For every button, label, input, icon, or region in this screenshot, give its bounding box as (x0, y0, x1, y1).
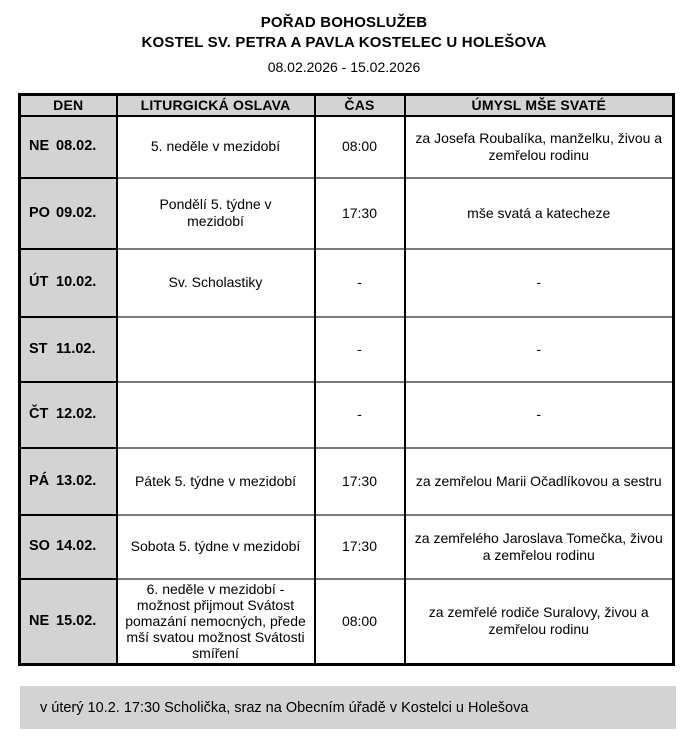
table-row (20, 317, 674, 382)
time-cell: - (315, 249, 405, 317)
footer-note: v úterý 10.2. 17:30 Scholička, sraz na Obecním úřadě v Kostelci u Holešova (40, 699, 529, 716)
intention-cell: - (405, 249, 674, 317)
intention-cell: za Josefa Roubalíka, manželku, živou a zemřelou rodinu (405, 116, 674, 178)
day-date: 13.02. (56, 472, 97, 489)
table-row (20, 515, 674, 579)
schedule-table (18, 93, 675, 666)
day-cell (20, 382, 117, 448)
day-cell (20, 249, 117, 317)
day-abbr: NE (29, 612, 50, 629)
church-title: KOSTEL SV. PETRA A PAVLA KOSTELEC U HOLEŠOVA (141, 34, 547, 51)
day-date: 11.02. (56, 340, 96, 357)
col-header-den: DEN (20, 95, 117, 116)
day-date: 08.02. (56, 138, 97, 154)
day-cell (20, 178, 117, 249)
date-range: 08.02.2026 - 15.02.2026 (267, 59, 421, 75)
day-abbr: ST (29, 340, 48, 357)
col-header-umysl: ÚMYSL MŠE SVATÉ (405, 95, 674, 116)
day-date: 14.02. (56, 538, 97, 554)
intention-cell: mše svatá a katecheze (405, 178, 674, 249)
intention-cell: za zemřelou Marii Očadlíkovou a sestru (405, 448, 674, 515)
day-abbr: PO (29, 204, 50, 221)
day-date: 10.02. (56, 274, 97, 290)
table-row (20, 382, 674, 448)
day-abbr: PÁ (29, 472, 50, 489)
celebration-cell: Sv. Scholastiky (117, 249, 315, 317)
day-cell (20, 515, 117, 579)
table-row (20, 249, 674, 317)
col-header-cas: ČAS (315, 95, 405, 116)
day-cell (20, 317, 117, 382)
day-cell (20, 579, 117, 665)
time-cell: 17:30 (315, 178, 405, 249)
day-date: 12.02. (56, 406, 97, 422)
celebration-cell: 5. neděle v mezidobí (117, 116, 315, 178)
day-abbr: ÚT (29, 274, 49, 290)
table-header-row (20, 95, 674, 116)
time-cell: - (315, 382, 405, 448)
celebration-cell: Pátek 5. týdne v mezidobí (117, 448, 315, 515)
page-title: POŘAD BOHOSLUŽEB (260, 14, 428, 31)
celebration-cell (117, 382, 315, 448)
day-abbr: ČT (29, 406, 49, 422)
intention-cell: - (405, 382, 674, 448)
time-cell: 17:30 (315, 448, 405, 515)
day-abbr: SO (29, 538, 50, 554)
time-cell: 08:00 (315, 579, 405, 665)
day-cell (20, 448, 117, 515)
intention-cell: za zemřelé rodiče Suralovy, živou a zemřelou rodinu (405, 579, 674, 665)
footer-note-bar (20, 686, 676, 729)
col-header-liturgicka-oslava: LITURGICKÁ OSLAVA (117, 95, 315, 116)
celebration-cell: Pondělí 5. týdne v mezidobí (117, 178, 315, 249)
celebration-cell: Sobota 5. týdne v mezidobí (117, 515, 315, 579)
day-abbr: NE (29, 138, 50, 154)
time-cell: 17:30 (315, 515, 405, 579)
day-cell (20, 116, 117, 178)
time-cell: 08:00 (315, 116, 405, 178)
table-row (20, 448, 674, 515)
intention-cell: - (405, 317, 674, 382)
day-date: 15.02. (56, 612, 97, 629)
intention-cell: za zemřelého Jaroslava Tomečka, živou a zemřelou rodinu (405, 515, 674, 579)
time-cell: - (315, 317, 405, 382)
day-date: 09.02. (56, 204, 97, 221)
table-row (20, 579, 674, 665)
title-block (0, 0, 688, 76)
table-row (20, 116, 674, 178)
celebration-cell: 6. neděle v mezidobí - možnost přijmout Svátost pomazání nemocných, přede mší svatou možnost Svátosti smíření (117, 579, 315, 665)
celebration-cell (117, 317, 315, 382)
table-row (20, 178, 674, 249)
